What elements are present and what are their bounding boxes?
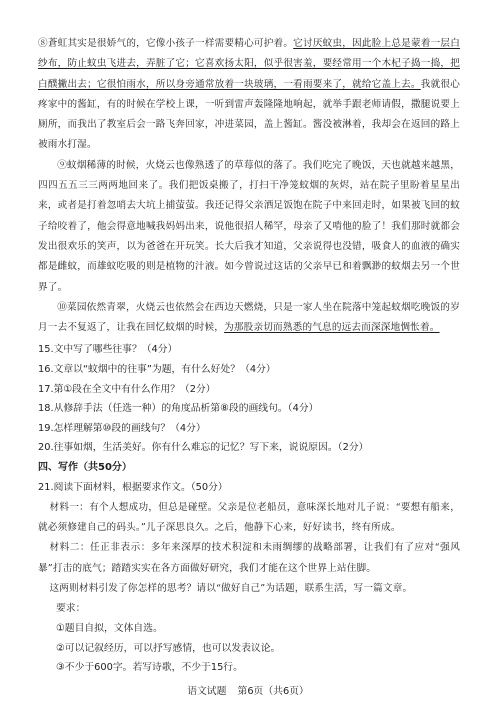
paragraph-8-underlined-sentence: 它讨厌蚊虫，因此脸上总是蒙着一层白纱布，防止蚊虫飞进去，弄脏了它；它喜欢扬太阳，似乎很害羞，要经常用一个木杞子捣一捣，把白醭撇出去；它很怕雨水，所以身旁通常放着一块玻璃，一看雨要来了，就给它盖上去。 (38, 38, 460, 90)
passage-paragraph-8 (38, 34, 460, 156)
writing-task: 这两则材料引发了你怎样的思考？请以“做好自己”为话题，联系生活，写一篇文章。 (49, 582, 413, 594)
writing-material-1: 材料一：有个人想成功，但总是碰壁。父亲是位老船员，意味深长地对儿子说：“要想有船来，就必须修建自己的码头。”儿子深思良久。之后，他静下心来，好好读书，终有所成。 (38, 501, 460, 533)
writing-prompt: 21.阅读下面材料，根据要求作文。（50分） (38, 482, 228, 494)
requirement-3: ③不少于600字。若写诗歌，不少于15行。 (56, 662, 243, 674)
question-18: 18.从修辞手法（任选一种）的角度品析第⑧段的画线句。（4分） (38, 403, 319, 415)
paragraph-10-underlined-sentence: 为那股亲切而熟悉的气息的远去而深深地惆怅着。 (224, 322, 440, 334)
footer-subject: 语文试题 (187, 686, 227, 697)
writing-section-heading: 四、写作（共50分） (38, 462, 132, 474)
paragraph-8-opening: ⑧蒼虹其实是很娇气的，它像小孩子一样需要精心可护着。 (38, 38, 294, 49)
requirement-2: ②可以记叙经历，可以抒写感情，也可以发表议论。 (56, 642, 281, 654)
footer-page-number: 第6页（共6页） (237, 686, 309, 697)
page-footer (0, 683, 496, 697)
question-17: 17.第①段在全文中有什么作用？（2分） (38, 383, 216, 395)
paragraph-10-opening: ⑩菜园依然青翠，火烧云也依然会在西边天燃烧，只是一家人坐在院落中笼起蚊烟吃晚饭的岁月一去不复返了，让我在回忆蚊烟的时候， (38, 301, 460, 334)
question-15: 15.文中写了哪些往事？（4分） (38, 344, 178, 356)
requirement-1: ①题目自拟，文体自选。 (56, 622, 163, 634)
question-list (38, 340, 460, 458)
requirements-title: 要求： (56, 603, 86, 615)
passage-paragraph-9: ⑨蚊烟稀薄的时候，火烧云也像熟透了的草莓似的落了。我们吃完了晚饭，天也就越来越黑，四四五五三三两两地回来了。我们把饭桌搬了，打扫干净笼蚊烟的灰烬，站在院子里盼着星星出来，或者是打着忽哨去大坑上捕萤萤。我还记得父亲洒足饭饱在院子中来回走时，如果被飞回的蚊子给咬着了，他会得意地喊我妈妈出来，说他很招人稀罕，母亲了又啃他的脸了！我们那时就都会发出很欢乐的笑声，以为爸爸在开玩笑。长大后我才知道，父亲说得也没错，吸食人的血液的确实都是雌蚊，而雄蚊吃吸的则是植物的汁液。如今曾说过这话的父亲早已和着飘渺的蚊烟去另一个世界了。 (38, 159, 460, 293)
question-16: 16.文章以“蚊烟中的往事”为题，有什么好处？（4分） (38, 364, 276, 376)
writing-material-2: 材料二：任正非表示：多年来深厚的技术积淀和未雨绸缪的战略部署，让我们有了应对“强风暴”打击的底气；踏踏实实在各方面做好研究，我们才能在这个世界上站住脚。 (38, 542, 460, 574)
question-20: 20.往事如烟，生活美好。你有什么难忘的记忆？写下来，说说原因。（2分） (38, 442, 369, 454)
question-19: 19.怎样理解第⑩段的画线句？（4分） (38, 422, 206, 434)
paragraph-8-closing: 我就很心疼家中的酱缸，有的时候在学校上课，一听到雷声轰隆隆地响起，就举手跟老师请假，撒腿说要上厕所，而我出了教室后会一路飞奔回家，冲进菜园，盖上酱缸。酱没被淋着，我却会在返回的路上被雨水打湿。 (38, 78, 460, 151)
passage-paragraph-10 (38, 298, 460, 339)
